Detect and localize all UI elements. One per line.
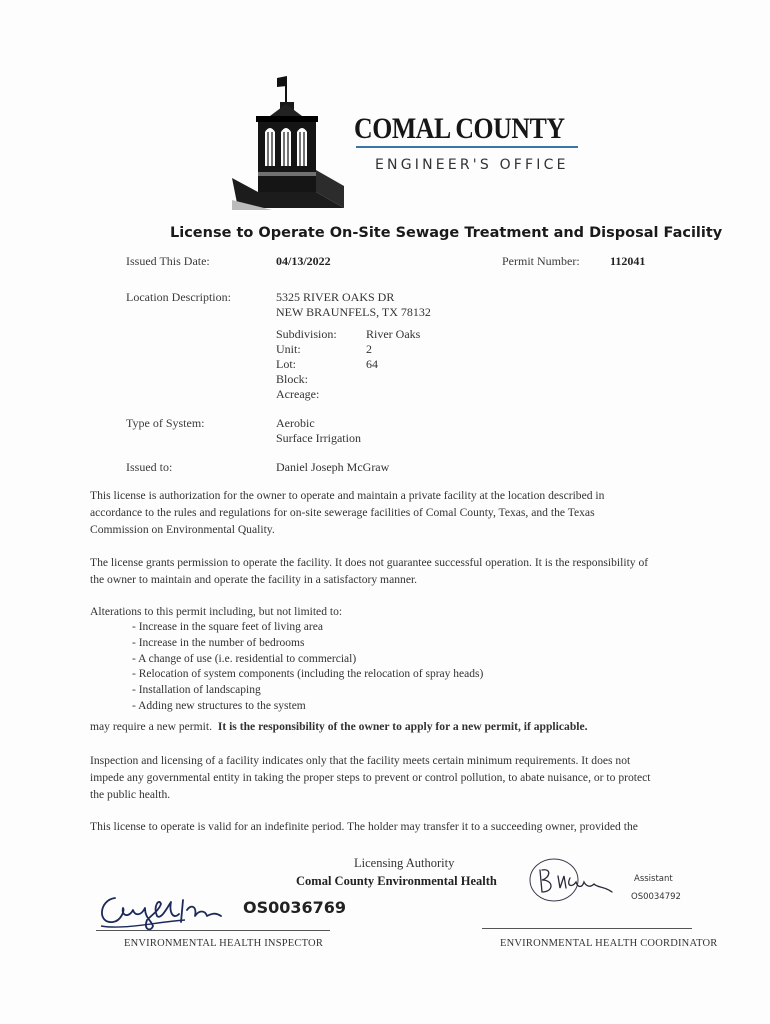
inspector-signature-line [96, 930, 330, 931]
block-label: Block: [276, 372, 308, 386]
issued-date-value: 04/13/2022 [276, 254, 331, 268]
inspector-title: ENVIRONMENTAL HEALTH INSPECTOR [124, 938, 324, 949]
inspector-license: OS0036769 [243, 898, 347, 917]
unit-label: Unit: [276, 342, 301, 356]
permit-number-value: 112041 [610, 254, 646, 268]
inspector-signature-icon [95, 886, 245, 936]
coordinator-signature-icon [526, 856, 626, 906]
alterations-intro: Alterations to this permit including, but not limited to: [90, 605, 343, 618]
paragraph-line: the public health. [90, 788, 171, 801]
paragraph-line: Commission on Environmental Quality. [90, 523, 275, 536]
org-subtitle: ENGINEER'S OFFICE [375, 157, 569, 173]
system-type-line2: Surface Irrigation [276, 431, 361, 445]
subdivision-label: Subdivision: [276, 327, 337, 341]
paragraph-line: the owner to maintain and operate the facility in a satisfactory manner. [90, 573, 418, 586]
paragraph-line: accordance to the rules and regulations for on-site sewerage facilities of Comal County, Texas, and the Texas [90, 506, 595, 519]
org-name-underline [356, 146, 578, 148]
list-item: - Adding new structures to the system [132, 699, 306, 712]
lot-value: 64 [366, 357, 378, 371]
authority-line1: Licensing Authority [354, 856, 455, 870]
list-item: - Relocation of system components (including the relocation of spray heads) [132, 668, 484, 681]
coordinator-role: Assistant [634, 874, 673, 884]
authority-line2: Comal County Environmental Health [296, 874, 497, 888]
coordinator-signature-line [482, 928, 692, 929]
address-line2: NEW BRAUNFELS, TX 78132 [276, 305, 431, 319]
paragraph-line: The license grants permission to operate the facility. It does not guarantee successful operation. It is the responsibility of [90, 556, 649, 569]
issued-to-value: Daniel Joseph McGraw [276, 460, 390, 474]
address-line1: 5325 RIVER OAKS DR [276, 290, 395, 304]
list-item: - Increase in the square feet of living area [132, 621, 323, 633]
location-label: Location Description: [126, 290, 231, 304]
document-title: License to Operate On-Site Sewage Treatment and Disposal Facility [170, 225, 723, 241]
paragraph-line: impede any governmental entity in taking the proper steps to prevent or control pollution, to abate nuisance, or to protect [90, 771, 651, 784]
new-permit-text: may require a new permit. [90, 720, 213, 733]
courthouse-tower-logo-icon [232, 74, 358, 210]
validity-paragraph: This license to operate is valid for an indefinite period. The holder may transfer it to a succeeding owner, provided the [90, 820, 638, 833]
issued-date-label: Issued This Date: [126, 254, 210, 268]
coordinator-license: OS0034792 [631, 892, 681, 902]
lot-label: Lot: [276, 357, 296, 371]
coordinator-title: ENVIRONMENTAL HEALTH COORDINATOR [500, 938, 718, 949]
owner-responsibility-text: It is the responsibility of the owner to apply for a new permit, if applicable. [217, 720, 588, 733]
acreage-label: Acreage: [276, 387, 320, 401]
list-item: - Installation of landscaping [132, 684, 261, 697]
inspection-paragraph [90, 752, 670, 803]
unit-value: 2 [366, 342, 372, 356]
list-item: - A change of use (i.e. residential to commercial) [132, 652, 357, 665]
paragraph-line: Inspection and licensing of a facility indicates only that the facility meets certain minimum requirements. It does not [90, 754, 631, 767]
system-type-line1: Aerobic [276, 416, 315, 430]
paragraph-line: This license is authorization for the owner to operate and maintain a private facility at the location described in [90, 489, 605, 502]
authorization-paragraph [90, 487, 670, 538]
org-name: COMAL COUNTY [354, 112, 565, 145]
subdivision-value: River Oaks [366, 327, 421, 341]
new-permit-line [90, 718, 670, 735]
permit-number-label: Permit Number: [502, 254, 580, 268]
list-item: - Increase in the number of bedrooms [132, 636, 305, 649]
issued-to-label: Issued to: [126, 460, 173, 474]
system-type-label: Type of System: [126, 416, 205, 430]
alterations-list [132, 620, 483, 715]
permission-paragraph [90, 554, 670, 588]
